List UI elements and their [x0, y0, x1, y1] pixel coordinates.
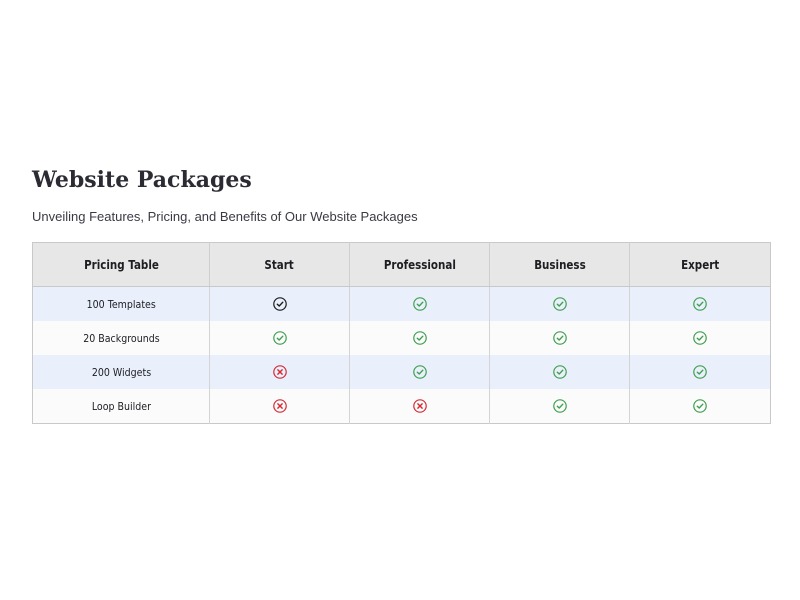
column-header-start: Start	[210, 243, 350, 287]
feature-label: 20 Backgrounds	[82, 331, 160, 345]
column-header-pricing-table: Pricing Table	[33, 243, 210, 287]
cell-business	[490, 321, 630, 355]
cell-expert	[630, 389, 771, 424]
cell-expert	[630, 355, 771, 389]
check-circle-icon	[553, 331, 567, 345]
table-row	[33, 389, 771, 424]
check-circle-icon	[413, 365, 427, 379]
table-row	[33, 287, 771, 322]
check-circle-icon	[693, 297, 707, 311]
check-circle-icon	[553, 365, 567, 379]
x-circle-icon	[273, 365, 287, 379]
cell-start	[210, 321, 350, 355]
check-circle-icon	[693, 331, 707, 345]
cell-expert	[630, 287, 771, 322]
feature-cell	[33, 321, 210, 355]
cell-professional	[350, 389, 490, 424]
feature-cell	[33, 287, 210, 322]
check-circle-icon	[273, 297, 287, 311]
column-header-business: Business	[490, 243, 630, 287]
feature-label: 100 Templates	[86, 297, 156, 311]
cell-start	[210, 389, 350, 424]
check-circle-icon	[693, 365, 707, 379]
page-subtitle: Unveiling Features, Pricing, and Benefits of Our Website Packages	[32, 209, 418, 224]
feature-cell	[33, 389, 210, 424]
cell-expert	[630, 321, 771, 355]
page-title: Website Packages	[32, 167, 252, 193]
cell-business	[490, 287, 630, 322]
check-circle-icon	[413, 331, 427, 345]
cell-start	[210, 355, 350, 389]
cell-professional	[350, 321, 490, 355]
cell-start	[210, 287, 350, 322]
table-body	[33, 287, 771, 424]
column-header-expert: Expert	[630, 243, 771, 287]
cell-professional	[350, 355, 490, 389]
check-circle-icon	[693, 399, 707, 413]
x-circle-icon	[413, 399, 427, 413]
table-row	[33, 355, 771, 389]
pricing-table	[32, 242, 771, 424]
x-circle-icon	[273, 399, 287, 413]
cell-business	[490, 355, 630, 389]
check-circle-icon	[413, 297, 427, 311]
column-header-professional: Professional	[350, 243, 490, 287]
feature-label: Loop Builder	[91, 399, 151, 413]
table-header-row	[33, 243, 771, 287]
table-row	[33, 321, 771, 355]
feature-label: 200 Widgets	[91, 365, 151, 379]
cell-business	[490, 389, 630, 424]
pricing-section	[32, 162, 770, 424]
check-circle-icon	[553, 399, 567, 413]
check-circle-icon	[553, 297, 567, 311]
feature-cell	[33, 355, 210, 389]
check-circle-icon	[273, 331, 287, 345]
cell-professional	[350, 287, 490, 322]
